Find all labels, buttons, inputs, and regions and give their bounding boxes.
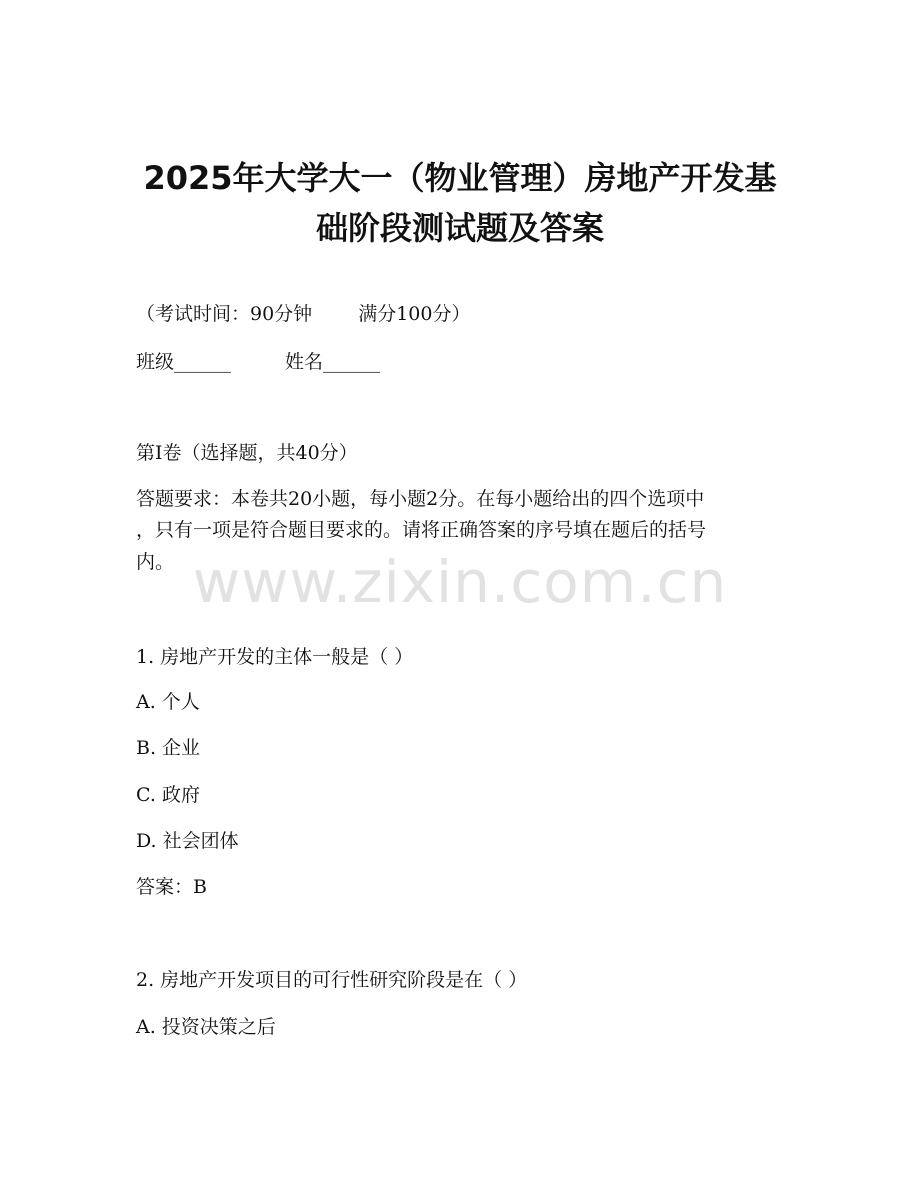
exam-time: （考试时间：90分钟 xyxy=(136,303,313,325)
question-1-stem: 1. 房地产开发的主体一般是（ ） xyxy=(136,646,414,668)
question-1-option-c: C. 政府 xyxy=(136,784,200,806)
watermark: www.zixin.com.cn xyxy=(192,548,728,616)
exam-full-score: 满分100分） xyxy=(358,303,471,325)
question-1-option-a: A. 个人 xyxy=(136,691,200,713)
class-field: 班级______ xyxy=(136,351,232,373)
instructions-line-1: 答题要求：本卷共20小题，每小题2分。在每小题给出的四个选项中 xyxy=(136,488,705,510)
name-field: 姓名______ xyxy=(285,351,381,373)
question-1-option-d: D. 社会团体 xyxy=(136,830,239,852)
document-title-line-2: 础阶段测试题及答案 xyxy=(315,209,604,247)
question-2-option-a: A. 投资决策之后 xyxy=(136,1016,276,1038)
document-title-line-1: 2025年大学大一（物业管理）房地产开发基 xyxy=(143,159,777,197)
exam-info xyxy=(136,302,470,326)
section-heading: 第I卷（选择题，共40分） xyxy=(136,442,358,464)
instructions-line-2: ，只有一项是符合题目要求的。请将正确答案的序号填在题后的括号 xyxy=(136,519,707,541)
question-2-stem: 2. 房地产开发项目的可行性研究阶段是在（ ） xyxy=(136,969,528,991)
instructions-line-3: 内。 xyxy=(136,551,175,573)
question-1-answer: 答案：B xyxy=(136,876,207,898)
question-1-option-b: B. 企业 xyxy=(136,737,201,759)
student-fields xyxy=(136,350,380,374)
